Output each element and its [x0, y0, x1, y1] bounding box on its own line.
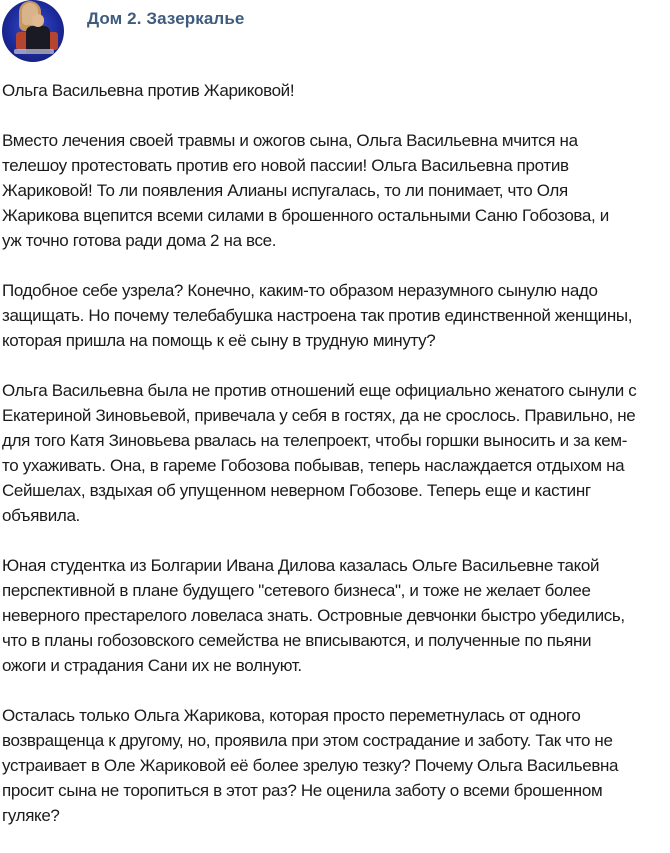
text-line: неверного престарелого ловеласа знать. Островные девчонки быстро убедились, — [2, 606, 625, 625]
text-line: объявила. — [2, 506, 80, 525]
text-line: защищать. Но почему телебабушка настроена так против единственной женщины, — [2, 306, 633, 325]
text-line: Сейшелах, вздыхая об упущенном неверном Гобозове. Теперь еще и кастинг — [2, 481, 591, 500]
text-line: перспективной в плане будущего "сетевого бизнеса", и тоже не желает более — [2, 581, 591, 600]
text-line: ожоги и страдания Сани их не волнуют. — [2, 656, 302, 675]
text-line: которая пришла на помощь к её сыну в трудную минуту? — [2, 331, 436, 350]
paragraph-4 — [2, 553, 670, 678]
text-line: что в планы гобозовского семейства не вписываются, и полученные по пьяни — [2, 631, 592, 650]
text-line: устраивает в Оле Жариковой её более зрелую тезку? Почему Ольга Васильевна — [2, 756, 619, 775]
post-body — [2, 78, 670, 853]
text-line: просит сына не торопиться в этот раз? Не оценила заботу о всеми брошенном — [2, 781, 603, 800]
post-heading-text: Ольга Васильевна против Жариковой! — [2, 81, 295, 100]
group-avatar[interactable] — [2, 0, 64, 62]
paragraph-2 — [2, 278, 670, 353]
text-line: Осталась только Ольга Жарикова, которая просто переметнулась от одного — [2, 706, 581, 725]
text-line: возвращенца к другому, но, проявила при этом сострадание и заботу. Так что не — [2, 731, 613, 750]
group-name-link[interactable]: Дом 2. Зазеркалье — [87, 9, 245, 28]
text-line: Екатериной Зиновьевой, привечала у себя в гостях, да не срослось. Правильно, не — [2, 406, 636, 425]
text-line: Вместо лечения своей травмы и ожогов сына, Ольга Васильевна мчится на — [2, 131, 578, 150]
text-line: для того Катя Зиновьева рвалась на телепроект, чтобы горшки выносить и за кем- — [2, 431, 628, 450]
text-line: гуляке? — [2, 806, 60, 825]
text-line: Жариковой! То ли появления Алианы испугалась, то ли понимает, что Оля — [2, 181, 568, 200]
text-line: Юная студентка из Болгарии Ивана Дилова казалась Ольге Васильевне такой — [2, 556, 600, 575]
avatar-caption — [14, 49, 54, 54]
post-header — [0, 0, 670, 64]
paragraph-5 — [2, 703, 670, 828]
post-heading — [2, 78, 670, 103]
text-line: уж точно готова ради дома 2 на все. — [2, 231, 277, 250]
text-line: Подобное себе узрела? Конечно, каким-то образом неразумного сынулю надо — [2, 281, 598, 300]
text-line: Ольга Васильевна была не против отношений еще официально женатого сынули с — [2, 381, 637, 400]
text-line: Жарикова вцепится всеми силами в брошенного остальными Саню Гобозова, и — [2, 206, 609, 225]
paragraph-3 — [2, 378, 670, 528]
avatar-figure-man-head — [32, 14, 44, 27]
paragraph-1 — [2, 128, 670, 253]
text-line: телешоу протестовать против его новой пассии! Ольга Васильевна против — [2, 156, 569, 175]
text-line: то ухаживать. Она, в гареме Гобозова побывав, теперь наслаждается отдыхом на — [2, 456, 625, 475]
